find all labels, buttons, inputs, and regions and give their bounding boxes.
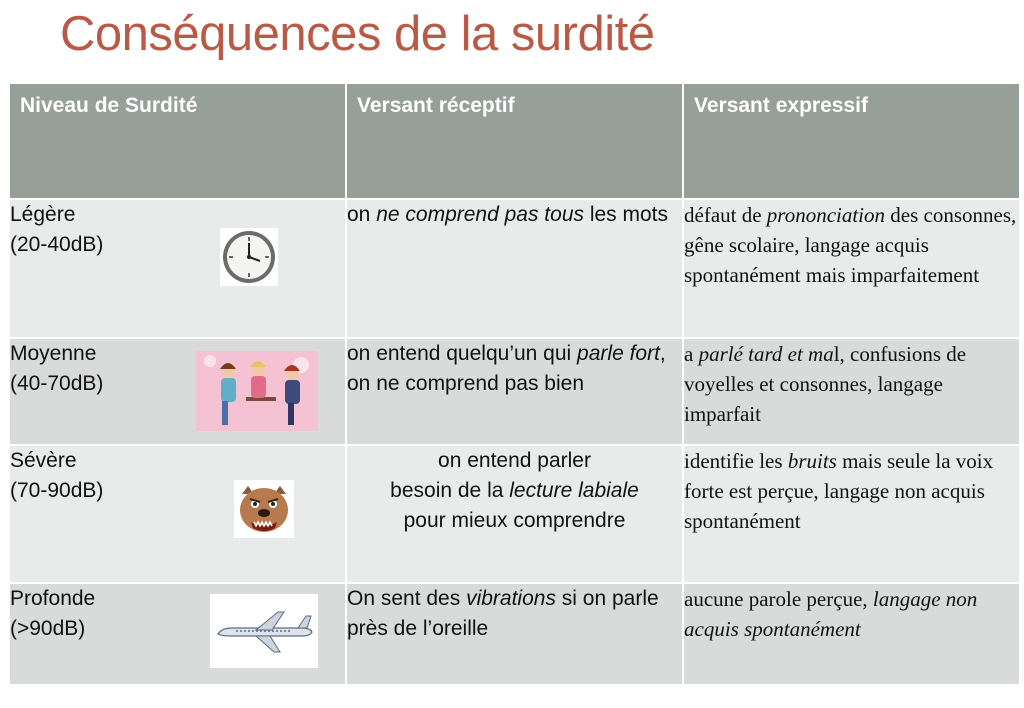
expressive-text: l, confusions de voyelles et consonnes, langage imparfait <box>684 342 967 426</box>
expressive-emphasis: bruits <box>787 449 837 473</box>
receptive-emphasis: lecture labiale <box>509 479 639 502</box>
table-header-row <box>9 83 1020 199</box>
expressive-text: défaut de <box>684 203 767 227</box>
table-row <box>9 445 1020 583</box>
receptive-text: pour mieux comprendre <box>403 509 626 532</box>
slide-title: Conséquences de la surdité <box>60 7 655 61</box>
table-row <box>9 583 1020 685</box>
expressive-text: mais seule la voix forte est perçue, langage non acquis spontanément <box>684 449 994 533</box>
expressive-emphasis: prononciation <box>766 203 886 227</box>
level-cell <box>9 338 346 445</box>
header-level: Niveau de Surdité <box>9 83 346 199</box>
header-receptive: Versant réceptif <box>346 83 683 199</box>
level-range: (>90dB) <box>10 617 86 640</box>
receptive-text: si on parle près de l’oreille <box>347 587 659 640</box>
airplane-icon <box>210 594 318 668</box>
level-range: (70-90dB) <box>10 479 104 502</box>
level-name: Profonde <box>10 587 96 610</box>
level-name: Légère <box>10 203 76 226</box>
friends-chatting-illustration <box>196 351 318 431</box>
bulldog-icon <box>234 480 294 538</box>
expressive-text: aucune parole perçue, <box>684 587 873 611</box>
receptive-text: on <box>347 203 377 226</box>
receptive-emphasis: vibrations <box>466 587 556 610</box>
receptive-emphasis: parle fort <box>577 342 660 365</box>
expressive-text: des consonnes, gêne scolaire, langage acquis spontanément mais imparfaitement <box>684 203 1017 287</box>
receptive-cell <box>346 199 683 338</box>
expressive-emphasis: langage non acquis spontanément <box>684 587 978 641</box>
expressive-text: identifie les <box>684 449 788 473</box>
receptive-text: besoin de la <box>390 479 510 502</box>
level-name: Sévère <box>10 449 77 472</box>
table-row <box>9 199 1020 338</box>
receptive-text: on entend quelqu’un qui <box>347 342 578 365</box>
receptive-emphasis: ne comprend pas tous <box>376 203 584 226</box>
receptive-text: , on ne comprend pas bien <box>347 342 666 395</box>
receptive-cell <box>346 445 683 583</box>
level-cell <box>9 583 346 685</box>
expressive-cell <box>683 199 1020 338</box>
receptive-text: les mots <box>584 203 669 226</box>
receptive-text: on entend parler <box>438 449 591 472</box>
clock-icon <box>220 228 278 286</box>
expressive-cell <box>683 445 1020 583</box>
expressive-text: a <box>684 342 699 366</box>
level-range: (40-70dB) <box>10 372 104 395</box>
expressive-cell <box>683 338 1020 445</box>
receptive-text: On sent des <box>347 587 467 610</box>
receptive-cell <box>346 583 683 685</box>
expressive-cell <box>683 583 1020 685</box>
header-expressive: Versant expressif <box>683 83 1020 199</box>
expressive-emphasis: parlé tard et ma <box>698 342 834 366</box>
level-cell <box>9 445 346 583</box>
level-cell <box>9 199 346 338</box>
deafness-table <box>8 82 1021 686</box>
table-row <box>9 338 1020 445</box>
level-name: Moyenne <box>10 342 97 365</box>
level-range: (20-40dB) <box>10 233 104 256</box>
receptive-cell <box>346 338 683 445</box>
